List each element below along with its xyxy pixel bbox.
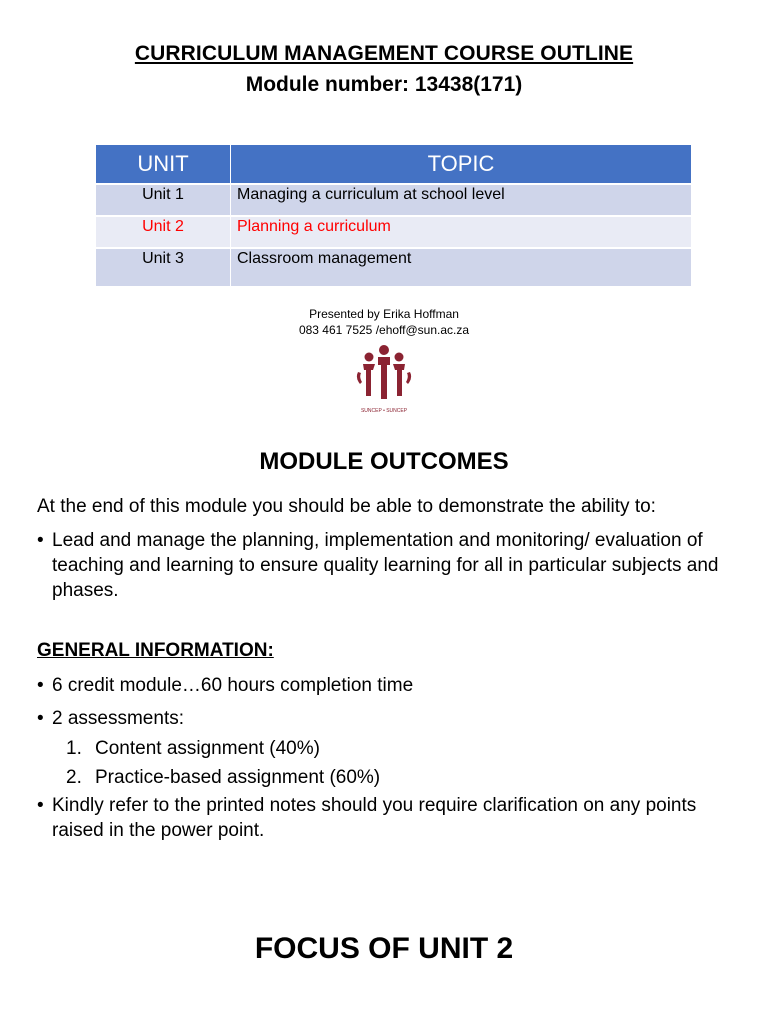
- presenter-info: [0, 306, 768, 338]
- info-text: 6 credit module…60 hours completion time: [52, 675, 414, 696]
- list-number: 2.: [66, 767, 82, 788]
- list-item: [66, 734, 380, 763]
- assessment-list: [66, 734, 380, 792]
- list-item: [37, 673, 737, 698]
- module-number: Module number: 13438(171): [245, 73, 523, 96]
- presenter-contact: 083 461 7525 /ehoff@sun.ac.za: [298, 323, 470, 337]
- page-title: CURRICULUM MANAGEMENT COURSE OUTLINE: [134, 42, 634, 65]
- info-text: Kindly refer to the printed notes should you require clarification on any points raised in the power point.: [52, 795, 697, 841]
- unit-cell: Unit 1: [96, 184, 231, 216]
- assessment-text: Content assignment (40%): [95, 738, 320, 759]
- list-number: 1.: [66, 738, 82, 759]
- unit-cell: Unit 2: [96, 216, 231, 248]
- general-information-heading: GENERAL INFORMATION:: [37, 640, 274, 661]
- outcomes-intro: At the end of this module you should be able to demonstrate the ability to:: [37, 496, 656, 517]
- unit-column-header: UNIT: [96, 145, 231, 184]
- presenter-name: Presented by Erika Hoffman: [309, 307, 459, 321]
- module-outcomes-heading: MODULE OUTCOMES: [259, 448, 509, 475]
- assessment-text: Practice-based assignment (60%): [95, 767, 381, 788]
- table-row: [96, 248, 691, 286]
- bullet-icon: •: [37, 795, 44, 816]
- table-row-highlighted: [96, 216, 691, 248]
- list-item: [37, 706, 737, 731]
- info-text: 2 assessments:: [52, 708, 184, 729]
- outcome-text: Lead and manage the planning, implementation and monitoring/ evaluation of teaching and learning to ensure quality learning for all in particular subjects and phases.: [52, 530, 719, 601]
- topic-cell: Classroom management: [231, 248, 692, 286]
- bullet-icon: •: [37, 708, 44, 729]
- focus-unit-heading: FOCUS OF UNIT 2: [254, 932, 514, 965]
- suncep-logo-icon: [352, 342, 416, 416]
- list-item: [37, 528, 737, 603]
- table-row: [96, 184, 691, 216]
- list-item: [37, 793, 737, 843]
- topic-cell: Planning a curriculum: [231, 216, 692, 248]
- bullet-icon: •: [37, 530, 44, 551]
- unit-cell: Unit 3: [96, 248, 231, 286]
- bullet-icon: •: [37, 675, 44, 696]
- svg-text:SUNCEP • SUNCEP: SUNCEP • SUNCEP: [360, 408, 408, 414]
- units-table: [96, 145, 691, 286]
- list-item: [66, 763, 380, 792]
- table-header-row: [96, 145, 691, 184]
- topic-column-header: TOPIC: [231, 145, 692, 184]
- topic-cell: Managing a curriculum at school level: [231, 184, 692, 216]
